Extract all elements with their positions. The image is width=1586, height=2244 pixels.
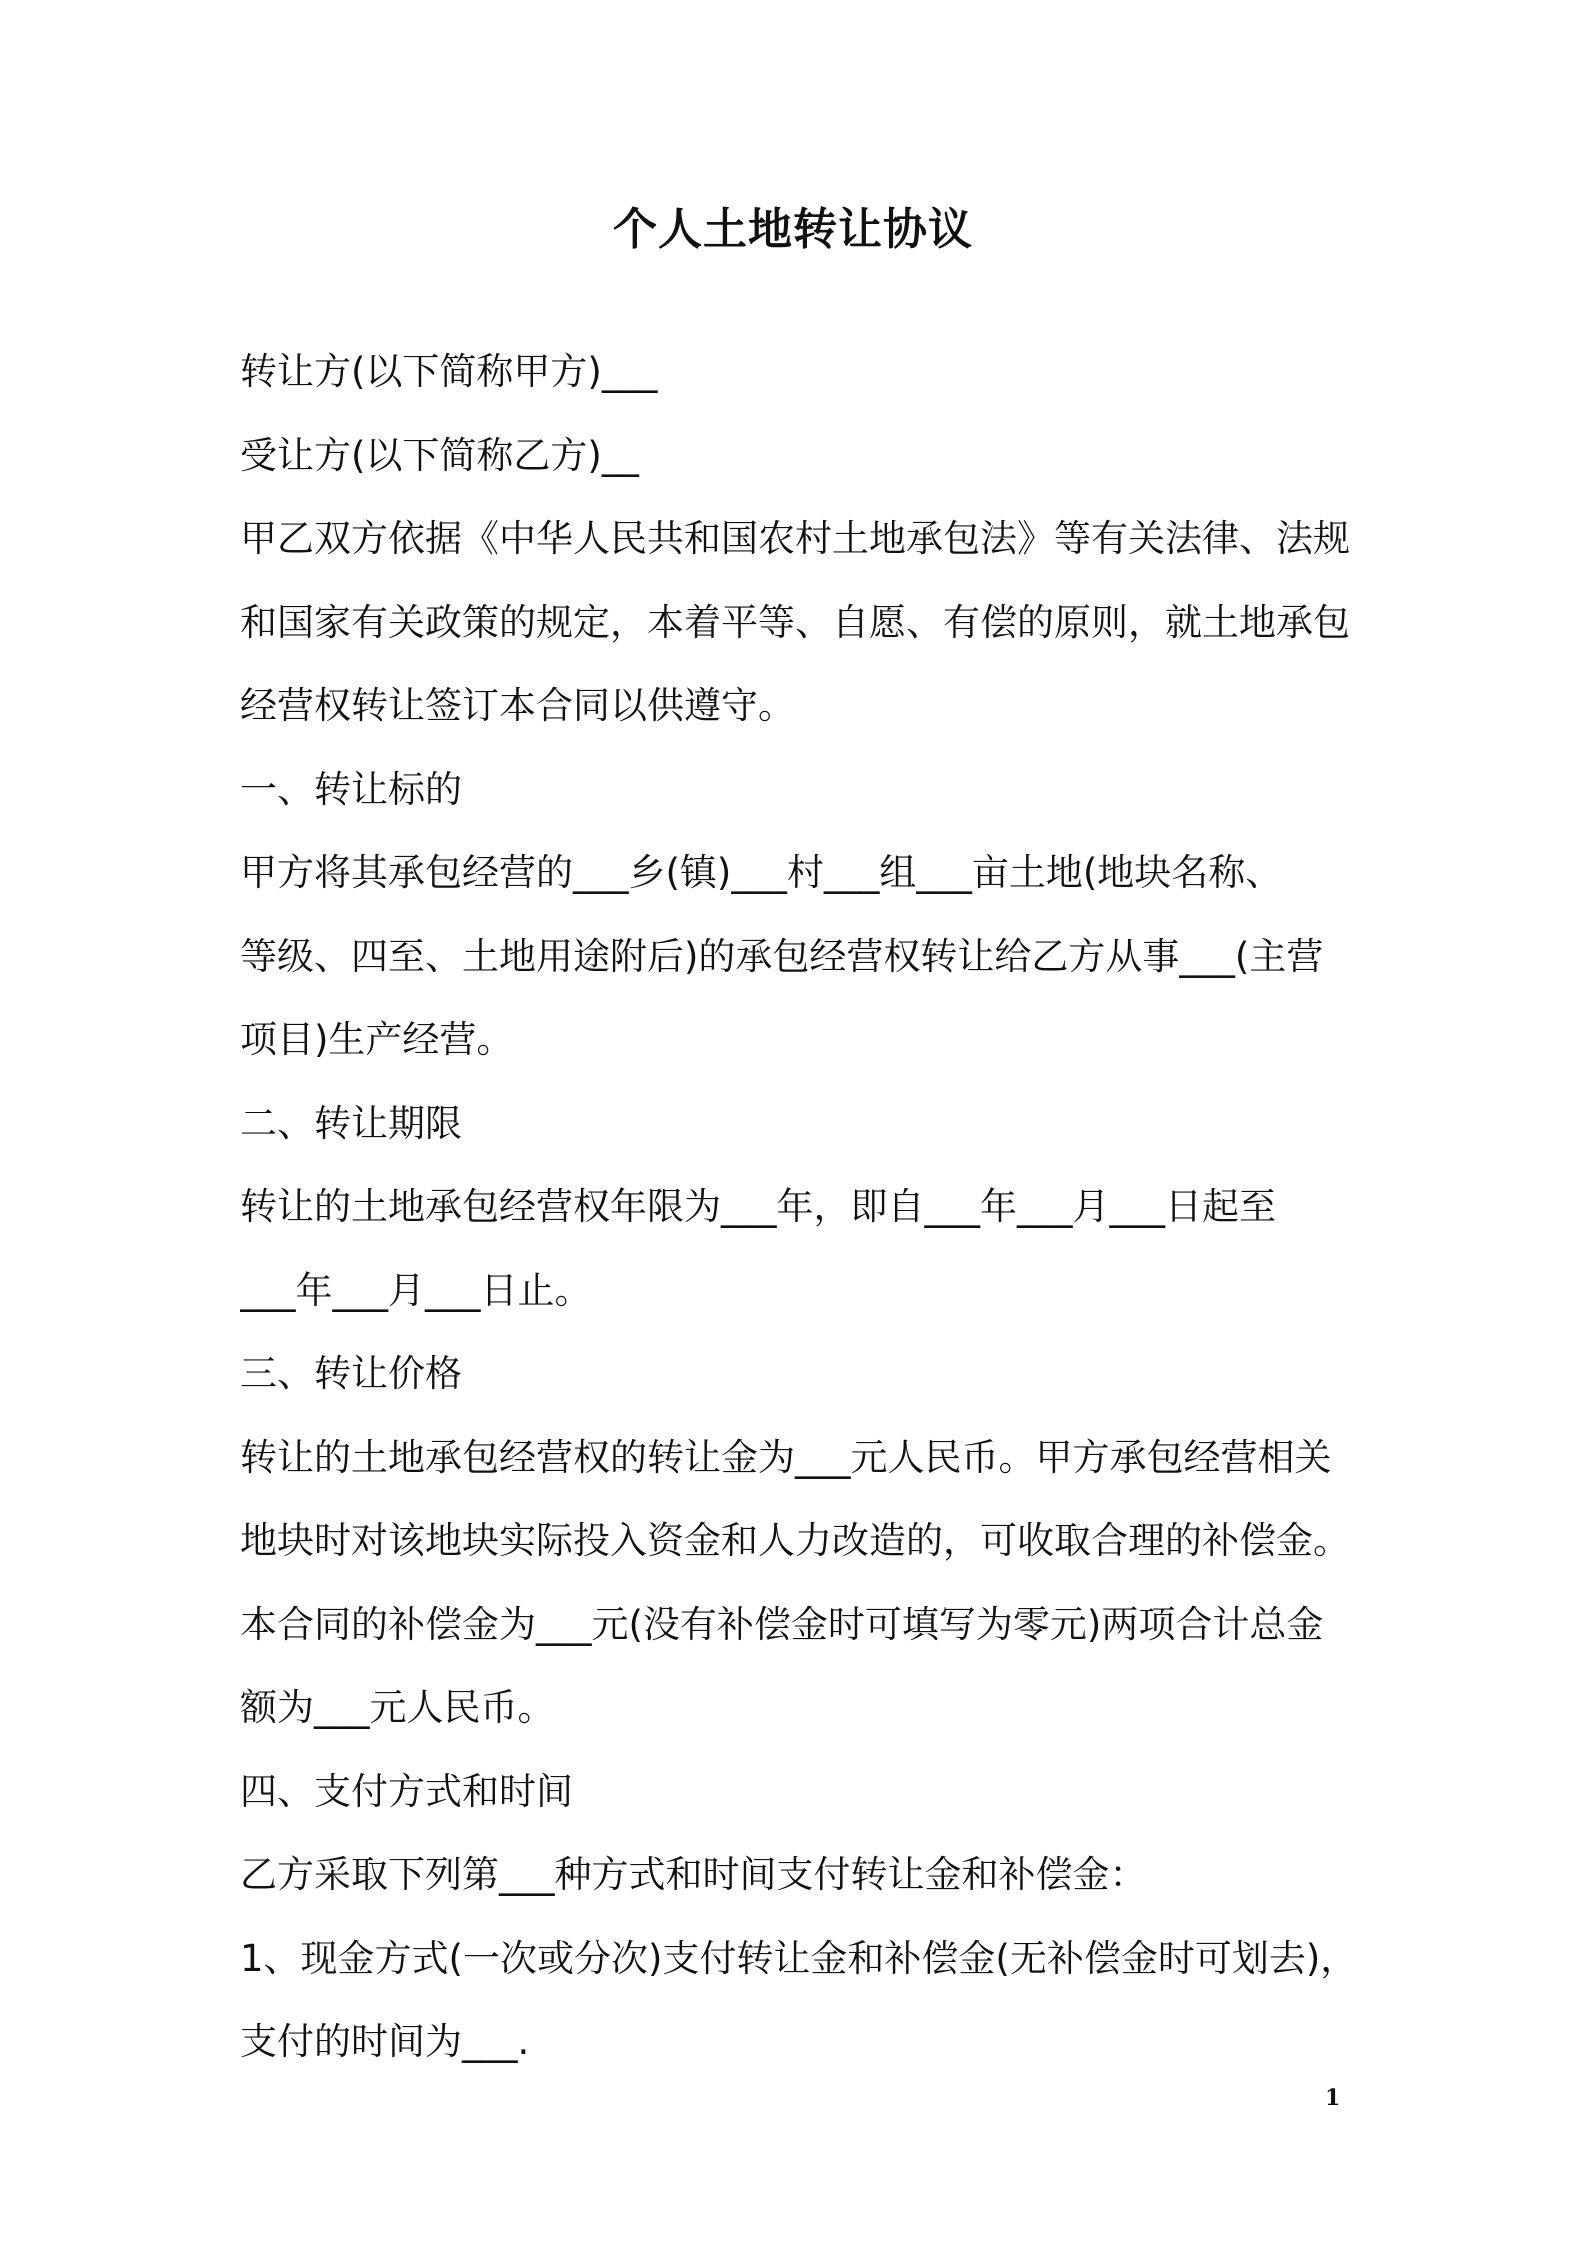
text-line: 和国家有关政策的规定，本着平等、自愿、有偿的原则，就土地承包 [240,600,1350,644]
text-line: 本合同的补偿金为___元(没有补偿金时可填写为零元)两项合计总金 [240,1602,1324,1646]
section-heading: 一、转让标的 [240,767,462,811]
text-line: 甲方将其承包经营的___乡(镇)___村___组___亩土地(地块名称、 [240,851,1283,894]
text-line: 甲乙双方依据《中华人民共和国农村土地承包法》等有关法律、法规 [240,517,1350,560]
section-heading: 三、转让价格 [240,1352,462,1395]
document-title: 个人土地转让协议 [613,204,973,255]
page-number: 1 [1325,2085,1341,2111]
document-body [240,330,1360,2084]
text-line: 项目)生产经营。 [240,1018,514,1061]
text-line: 转让的土地承包经营权的转让金为___元人民币。甲方承包经营相关 [240,1435,1332,1479]
text-line: ___年___月___日止。 [240,1268,592,1312]
text-line: 乙方采取下列第___种方式和时间支付转让金和补偿金： [240,1853,1147,1896]
text-line: 1、现金方式(一次或分次)支付转让金和补偿金(无补偿金时可划去)， [240,1936,1358,1980]
text-line: 转让的土地承包经营权年限为___年，即自___年___月___日起至 [240,1185,1276,1228]
text-line: 受让方(以下简称乙方)__ [240,433,639,477]
section-heading: 二、转让期限 [240,1101,462,1145]
text-line: 支付的时间为___. [240,2020,530,2063]
text-line: 地块时对该地块实际投入资金和人力改造的，可收取合理的补偿金。 [240,1519,1350,1562]
text-line: 额为___元人民币。 [240,1686,555,1729]
text-line: 等级、四至、土地用途附后)的承包经营权转让给乙方从事___(主营 [240,934,1324,978]
text-line: 转让方(以下简称甲方)___ [240,350,658,393]
section-heading: 四、支付方式和时间 [240,1769,573,1813]
text-line: 经营权转让签订本合同以供遵守。 [240,684,795,727]
